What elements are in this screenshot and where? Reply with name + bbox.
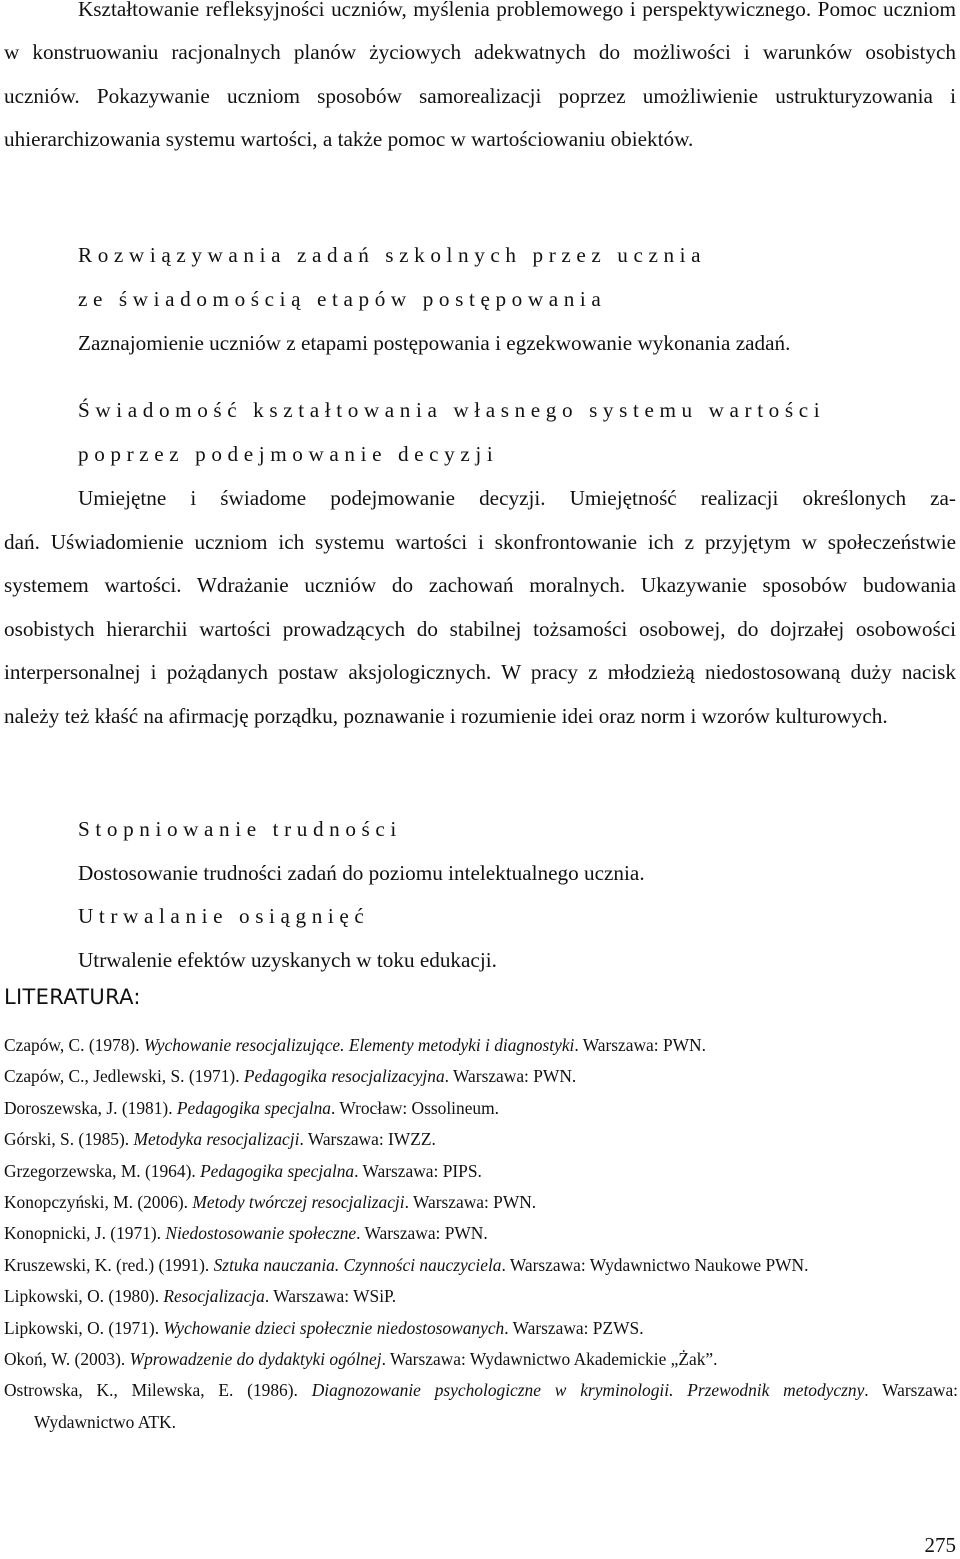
section-heading-rozwiazywania-line1: Rozwiązywania zadań szkolnych przez ucznia [78,243,707,267]
bibliography-entry: Konopczyński, M. (2006). Metody twórczej resocjalizacji. Warszawa: PWN. [4,1192,537,1213]
section-paragraph-stopniowanie: Dostosowanie trudności zadań do poziomu intelektualnego ucznia. [78,861,645,885]
page-number: 275 [924,1533,956,1557]
bibliography-entry: Lipkowski, O. (1971). Wychowanie dzieci społecznie niedostosowanych. Warszawa: PZWS. [4,1317,644,1338]
bibliography-entry: Konopnicki, J. (1971). Niedostosowanie społeczne. Warszawa: PWN. [4,1223,488,1244]
section-paragraph-swiadomosc-first-line: Umiejętne i świadome podejmowanie decyzji. Umiejętność realizacji określonych za- [78,486,956,510]
bibliography-entry: Doroszewska, J. (1981). Pedagogika specjalna. Wrocław: Ossolineum. [4,1097,499,1118]
section-paragraph-swiadomosc: dań. Uświadomienie uczniom ich systemu wartości i skonfrontowanie ich z przyjętym w społeczeństwie systemem wartości. Wdrażanie uczniów do zachowań moralnych. Ukazywanie sposobów budowania osobistych hierarchii wartości prowadzących do stabilnej tożsamości osobowej, do dojrzałej osobowości interpersonalnej i pożądanych postaw aksjologicznych. W pracy z młodzieżą niedostosowaną duży nacisk należy też kłaść na afirmację porządku, poznawanie i rozumienie idei oraz norm i wzorów kulturowych. [4,530,956,728]
bibliography-entry: Czapów, C., Jedlewski, S. (1971). Pedagogika resocjalizacyjna. Warszawa: PWN. [4,1066,577,1087]
intro-paragraph: Kształtowanie refleksyjności uczniów, myślenia problemowego i perspektywicznego. Pomoc uczniom w konstruowaniu racjonalnych planów życiowych adekwatnych do możliwości i warunków osobistych uczniów. Pokazywanie uczniom sposobów samorealizacji poprzez umożliwienie ustrukturyzowania i uhierarchizowania systemu wartości, a także pomoc w wartościowaniu obiektów. [4,0,956,152]
bibliography-entry: Czapów, C. (1978). Wychowanie resocjalizujące. Elementy metodyki i diagnostyki. Warszawa: PWN. [4,1035,706,1055]
bibliography-entry: Okoń, W. (2003). Wprowadzenie do dydaktyki ogólnej. Warszawa: Wydawnictwo Akademickie „Żak”. [4,1349,718,1370]
literature-heading: LITERATURA: [4,985,141,1009]
section-heading-swiadomosc-line2: poprzez podejmowanie decyzji [78,442,499,466]
bibliography-entry: Lipkowski, O. (1980). Resocjalizacja. Warszawa: WSiP. [4,1286,397,1307]
bibliography-entry: Kruszewski, K. (red.) (1991). Sztuka nauczania. Czynności nauczyciela. Warszawa: Wydawnictwo Naukowe PWN. [4,1254,809,1275]
section-heading-utrwalanie: Utrwalanie osiągnięć [78,904,370,928]
section-heading-stopniowanie: Stopniowanie trudności [78,817,402,841]
section-heading-swiadomosc-line1: Świadomość kształtowania własnego systemu wartości [78,398,826,422]
bibliography-entry: Grzegorzewska, M. (1964). Pedagogika specjalna. Warszawa: PIPS. [4,1160,482,1181]
bibliography-entry: Górski, S. (1985). Metodyka resocjalizacji. Warszawa: IWZZ. [4,1129,436,1150]
bibliography-entry: Ostrowska, K., Milewska, E. (1986). Diagnozowanie psychologiczne w kryminologii. Przewodnik metodyczny. Warszawa: Wydawnictwo ATK. [4,1380,958,1432]
section-paragraph-utrwalanie: Utrwalenie efektów uzyskanych w toku edukacji. [78,948,497,972]
section-heading-rozwiazywania-line2: ze świadomością etapów postępowania [78,287,607,311]
section-paragraph-rozwiazywania: Zaznajomienie uczniów z etapami postępowania i egzekwowanie wykonania zadań. [78,331,791,355]
bibliography-list [4,1030,958,1438]
